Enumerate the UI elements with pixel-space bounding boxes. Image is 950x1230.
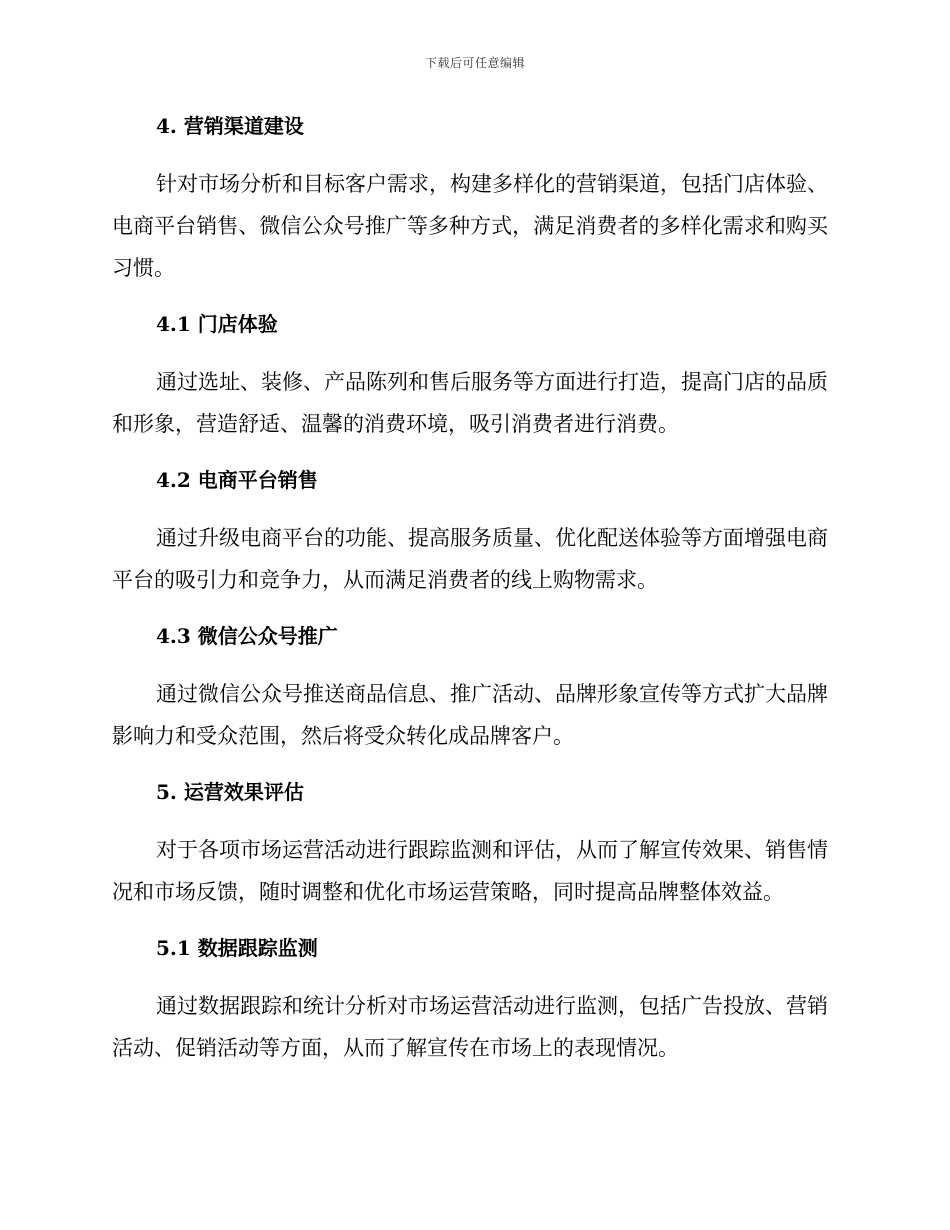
section-heading-4-2: 4.2 电商平台销售 bbox=[156, 468, 318, 492]
document-body bbox=[112, 110, 828, 1069]
section-paragraph-4-2: 通过升级电商平台的功能、提高服务质量、优化配送体验等方面增强电商平台的吸引力和竞争力，从而满足消费者的线上购物需求。 bbox=[112, 526, 828, 592]
section-paragraph-4-3: 通过微信公众号推送商品信息、推广活动、品牌形象宣传等方式扩大品牌影响力和受众范围，然后将受众转化成品牌客户。 bbox=[112, 682, 828, 748]
section-heading-5: 5. 运营效果评估 bbox=[156, 780, 304, 804]
section-heading-4-1: 4.1 门店体验 bbox=[156, 312, 278, 336]
section-paragraph-5-1: 通过数据跟踪和统计分析对市场运营活动进行监测，包括广告投放、营销活动、促销活动等方面，从而了解宣传在市场上的表现情况。 bbox=[112, 994, 828, 1060]
section-heading-4-3: 4.3 微信公众号推广 bbox=[156, 624, 338, 648]
section-paragraph-4: 针对市场分析和目标客户需求，构建多样化的营销渠道，包括门店体验、电商平台销售、微信公众号推广等多种方式，满足消费者的多样化需求和购买习惯。 bbox=[112, 172, 828, 280]
section-heading-5-1: 5.1 数据跟踪监测 bbox=[156, 936, 318, 960]
section-heading-4: 4. 营销渠道建设 bbox=[156, 114, 304, 138]
section-paragraph-5: 对于各项市场运营活动进行跟踪监测和评估，从而了解宣传效果、销售情况和市场反馈，随时调整和优化市场运营策略，同时提高品牌整体效益。 bbox=[112, 838, 828, 904]
section-paragraph-4-1: 通过选址、装修、产品陈列和售后服务等方面进行打造，提高门店的品质和形象，营造舒适、温馨的消费环境，吸引消费者进行消费。 bbox=[112, 370, 828, 436]
header-note: 下载后可任意编辑 bbox=[424, 56, 525, 70]
